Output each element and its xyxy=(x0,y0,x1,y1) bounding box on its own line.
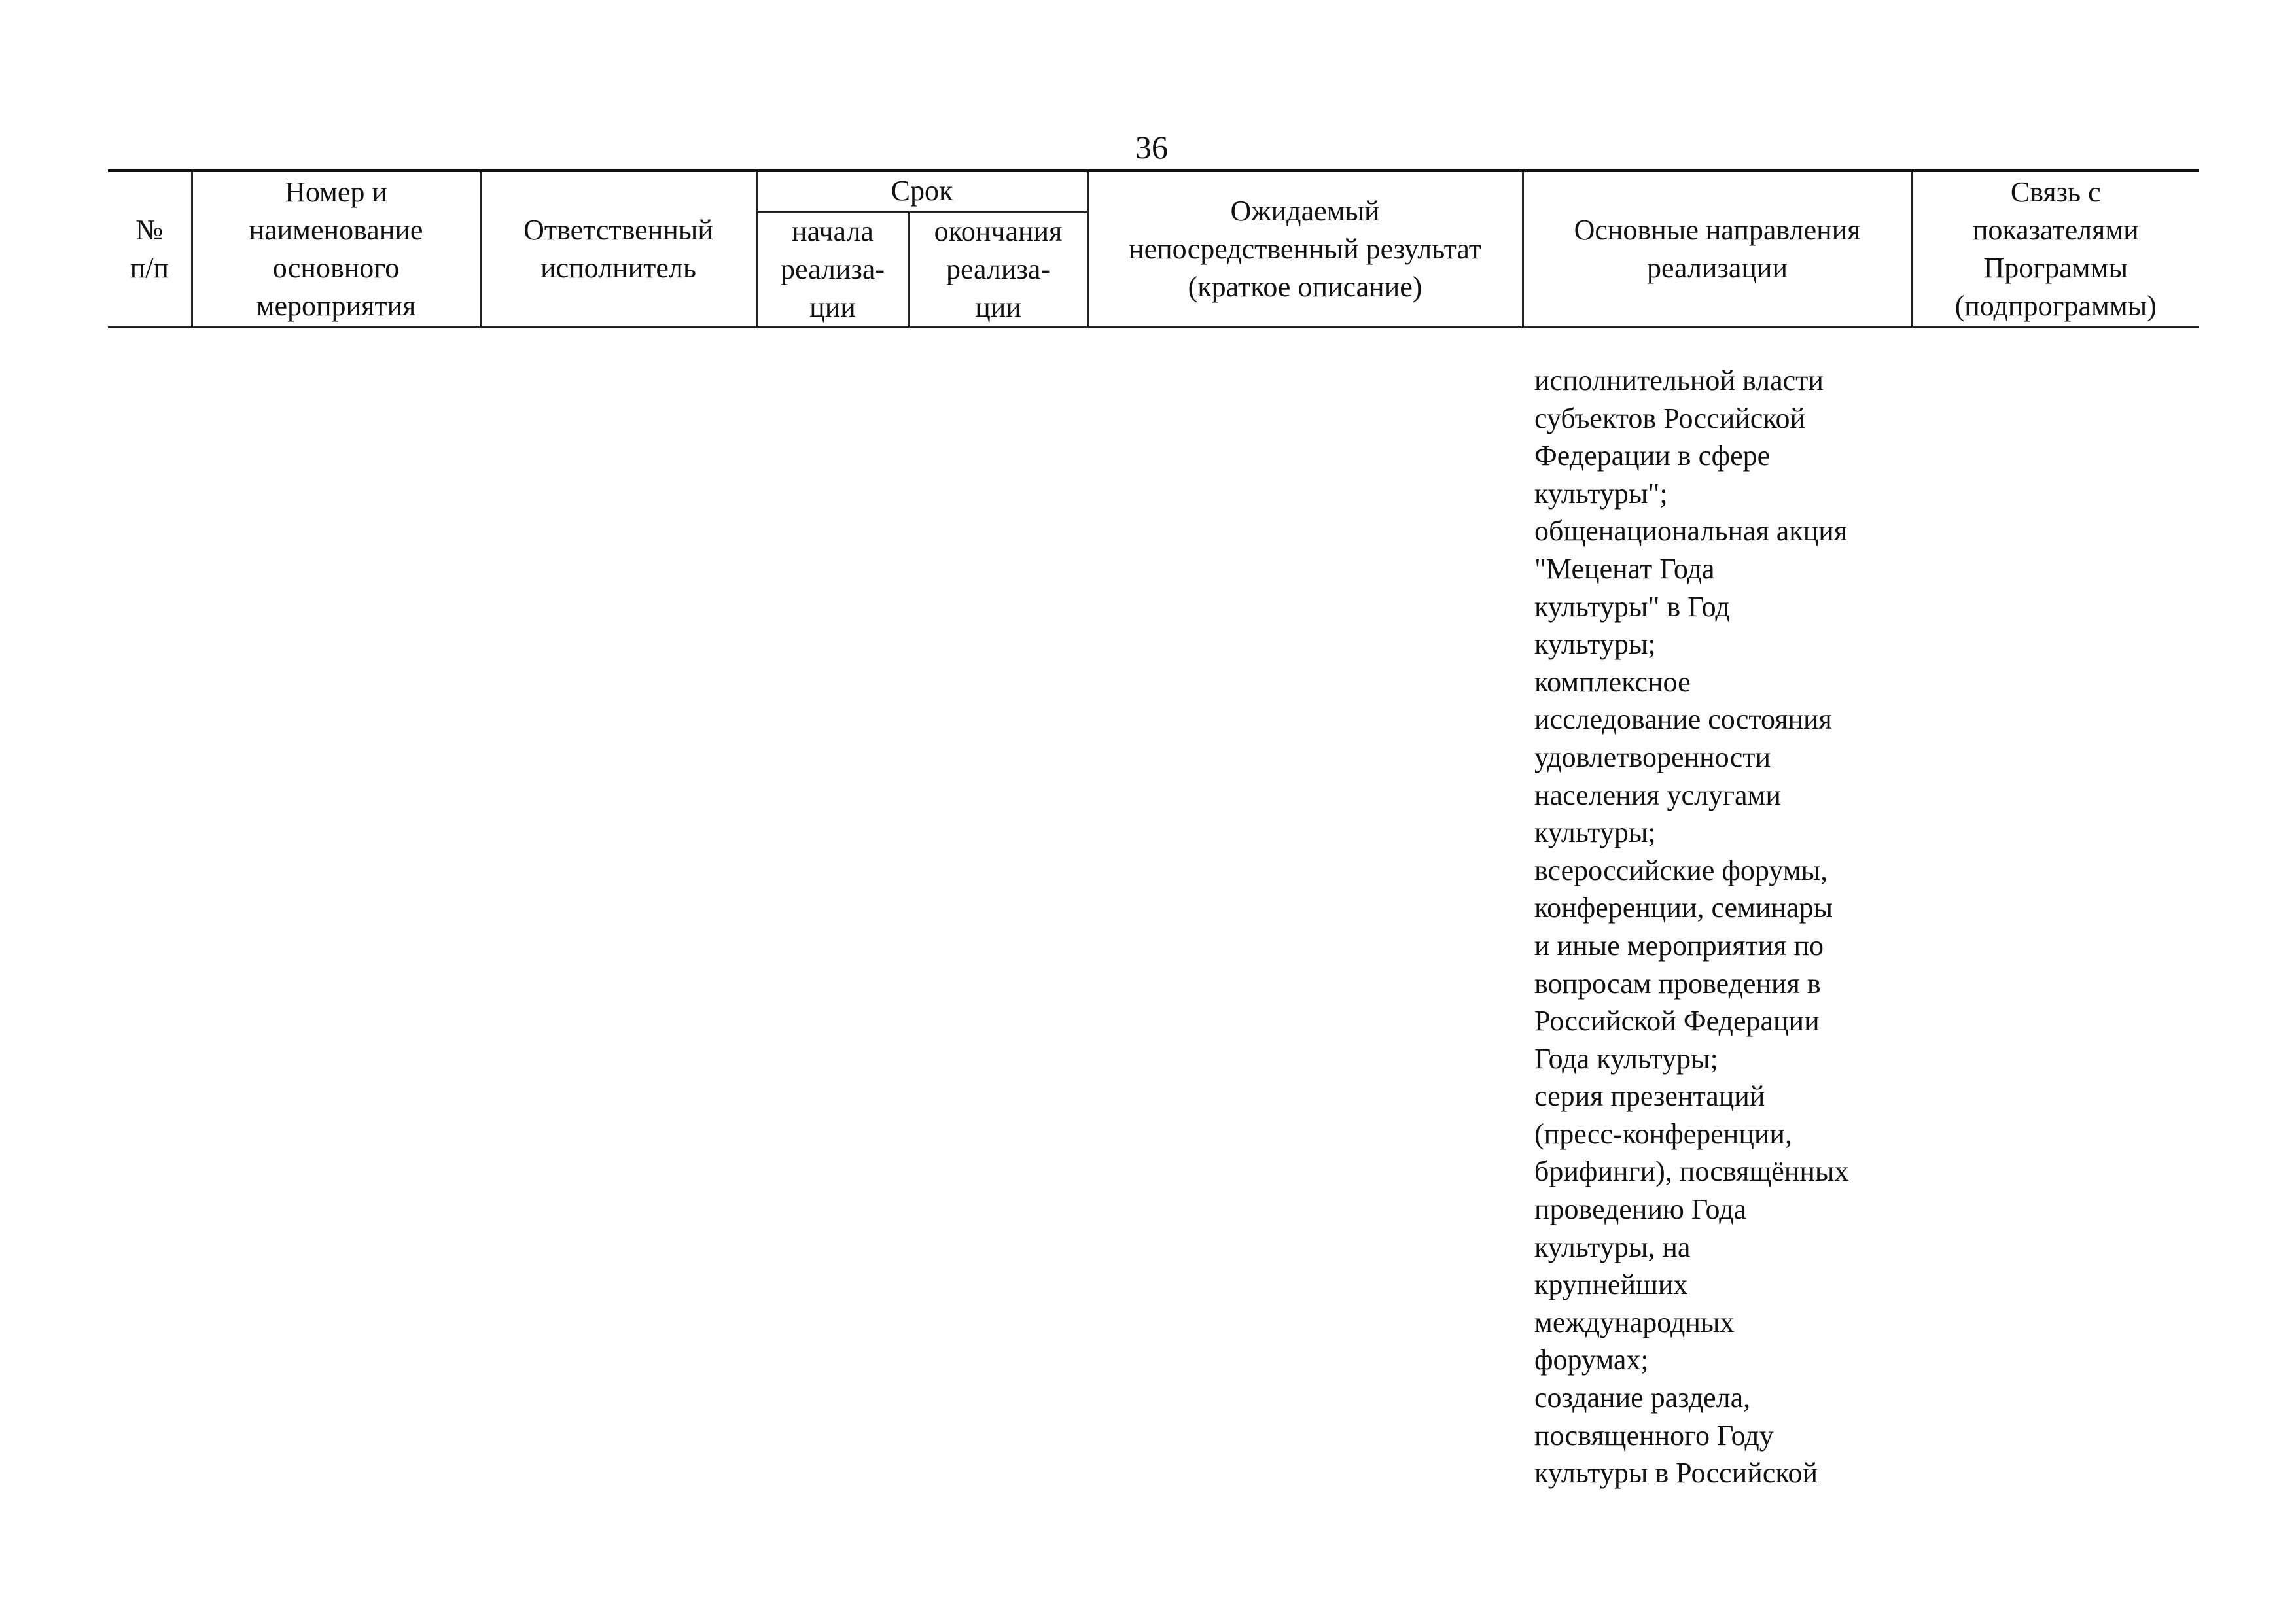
directions-line: Федерации в сфере xyxy=(1534,440,1771,472)
directions-line: Российской Федерации xyxy=(1534,1005,1820,1038)
directions-line: культуры"; xyxy=(1534,477,1668,510)
directions-line: проведению Года xyxy=(1534,1193,1747,1226)
directions-line: форумах; xyxy=(1534,1344,1649,1376)
header-col-directions: Основные направления реализации xyxy=(1523,171,1912,327)
directions-line: комплексное xyxy=(1534,665,1691,698)
directions-line: (пресс-конференции, xyxy=(1534,1117,1792,1150)
directions-line: населения услугами xyxy=(1534,778,1781,811)
directions-line: субъектов Российской xyxy=(1534,402,1806,434)
directions-line: конференции, семинары xyxy=(1534,892,1833,924)
directions-line: брифинги), посвящённых xyxy=(1534,1155,1849,1188)
directions-line: посвященного Году xyxy=(1534,1419,1774,1452)
directions-line: удовлетворенности xyxy=(1534,741,1771,773)
directions-line: "Меценат Года xyxy=(1534,552,1715,585)
header-col-event: Номер и наименование основного мероприятия xyxy=(192,171,480,327)
directions-line: исследование состояния xyxy=(1534,703,1832,736)
header-col-term-start: начала реализа- ции xyxy=(756,211,909,327)
directions-line: всероссийские форумы, xyxy=(1534,854,1828,886)
directions-line: общенациональная акция xyxy=(1534,515,1848,548)
directions-line: и иные мероприятия по xyxy=(1534,929,1824,962)
directions-line: культуры; xyxy=(1534,628,1656,661)
directions-line: культуры, на xyxy=(1534,1230,1691,1263)
directions-line: исполнительной власти xyxy=(1534,364,1824,396)
header-col-result: Ожидаемый непосредственный результат (краткое описание) xyxy=(1087,171,1523,327)
table-header xyxy=(108,169,2199,328)
directions-line: Года культуры; xyxy=(1534,1042,1718,1075)
directions-cell-text xyxy=(1534,362,1927,1492)
header-col-term: Срок xyxy=(756,171,1087,211)
page-number: 36 xyxy=(1135,129,1168,166)
header-col-executor: Ответственный исполнитель xyxy=(480,171,756,327)
header-col-term-end: окончания реализа- ции xyxy=(909,211,1087,327)
directions-line: культуры; xyxy=(1534,816,1656,849)
directions-line: крупнейших xyxy=(1534,1268,1688,1301)
directions-line: вопросам проведения в xyxy=(1534,967,1821,1000)
directions-line: серия презентаций xyxy=(1534,1080,1765,1113)
header-col-link: Связь с показателями Программы (подпрограммы) xyxy=(1912,171,2199,327)
directions-line: культуры" в Год xyxy=(1534,590,1730,623)
directions-line: культуры в Российской xyxy=(1534,1457,1818,1490)
directions-line: международных xyxy=(1534,1306,1735,1338)
directions-line: создание раздела, xyxy=(1534,1382,1751,1414)
header-col-number: № п/п xyxy=(108,171,192,327)
